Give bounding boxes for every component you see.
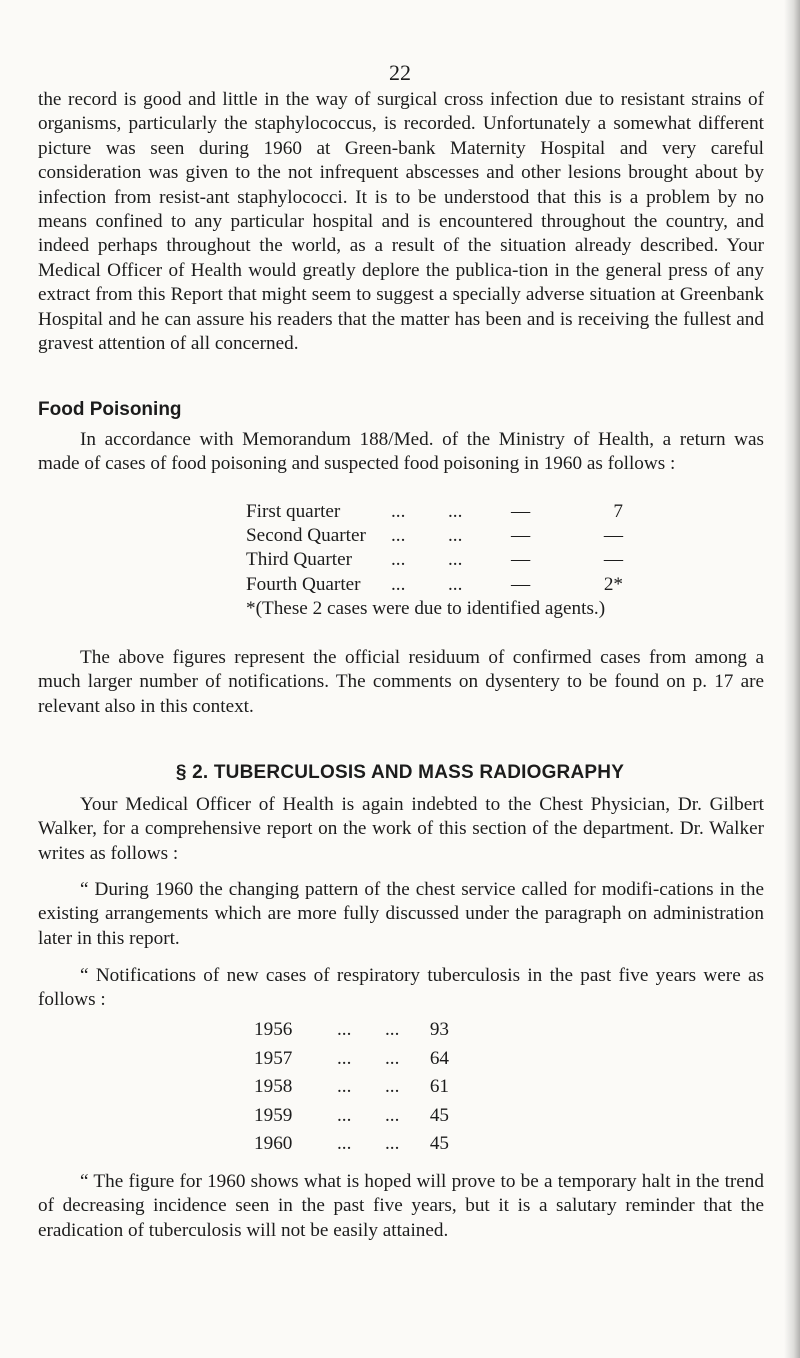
page-edge-shadow: [784, 0, 800, 1358]
year-label: 1960: [254, 1133, 293, 1155]
leader-dots: ...: [385, 1019, 400, 1040]
quarter-label: Second Quarter: [246, 525, 366, 547]
leader-dots: ...: [385, 1076, 400, 1098]
tb-para3-block: [38, 964, 764, 1013]
table-row: [246, 548, 646, 572]
tb-para4-block: [38, 1170, 764, 1243]
table-row: [254, 1016, 554, 1045]
year-label: 1958: [254, 1076, 293, 1098]
quarter-label: Fourth Quarter: [246, 573, 361, 595]
tb-notifications-table: [254, 1016, 554, 1159]
notification-count: 45: [429, 1133, 449, 1155]
table-row: [254, 1073, 554, 1102]
footnote-row: [246, 597, 646, 621]
year-label: 1959: [254, 1104, 293, 1126]
leader-dots: ...: [448, 525, 463, 547]
tb-conclusion-paragraph: “ The figure for 1960 shows what is hoped will prove to be a temporary halt in the trend of decreasing incidence seen in the past five years, but it is a salutary reminder that the eradication of tuberculosis will not be easily attained.: [38, 1171, 764, 1241]
leader-dots: ...: [337, 1076, 352, 1098]
table-row: [254, 1130, 554, 1159]
table-row: [254, 1045, 554, 1074]
leader-dots: ...: [391, 525, 406, 547]
food-poisoning-heading: Food Poisoning: [38, 399, 182, 420]
leader-dots: ...: [385, 1133, 400, 1155]
food-poisoning-intro: In accordance with Memorandum 188/Med. of the Ministry of Health, a return was made of cases of food poisoning and suspected food poisoning in 1960 as follows :: [38, 429, 764, 475]
opening-paragraph: the record is good and little in the way of surgical cross infection due to resistant strains of organisms, particularly the staphylococcus, is recorded. Unfortunately a somewhat different picture was seen during 1960 at Green-bank Maternity Hospital and very careful consideration was given to the not infrequent abscesses and other lesions brought about by infection from resist-ant staphylococci. It is to be understood that this is a problem by no means confined to any particular hospital and is encountered throughout the country, and indeed perhaps throughout the world, as a result of the situation already described. Your Medical Officer of Health would greatly deplore the publica-tion in the general press of any extract from this Report that might seem to suggest a specially adverse situation at Greenbank Hospital and he can assure his readers that the matter has been and is receiving the fullest and gravest attention of all concerned.: [38, 89, 764, 355]
food-poisoning-intro-block: [38, 428, 764, 477]
page-number: 22: [389, 60, 411, 85]
table-row: [254, 1102, 554, 1131]
dash: —: [511, 525, 531, 547]
leader-dots: ...: [337, 1104, 352, 1126]
leader-dots: ...: [448, 573, 463, 595]
leader-dots: ...: [385, 1104, 400, 1126]
leader-dots: ...: [448, 549, 463, 571]
leader-dots: ...: [448, 501, 463, 522]
food-poisoning-comment-block: [38, 646, 764, 719]
food-poisoning-table: [246, 500, 646, 621]
tb-para1-block: [38, 793, 764, 866]
table-row: [246, 500, 646, 524]
tuberculosis-heading: § 2. TUBERCULOSIS AND MASS RADIOGRAPHY: [175, 762, 625, 783]
tb-intro-paragraph: Your Medical Officer of Health is again indebted to the Chest Physician, Dr. Gilbert Walker, for a comprehensive report on the work of this section of the department. Dr. Walker writes as follows :: [38, 794, 764, 864]
notification-count: 61: [429, 1076, 449, 1098]
table-row: [246, 524, 646, 548]
leader-dots: ...: [337, 1019, 352, 1040]
quarter-value: —: [603, 549, 623, 571]
notification-count: 93: [429, 1019, 449, 1040]
dash: —: [511, 501, 531, 522]
quarter-value: —: [603, 525, 623, 547]
quarter-value: 2*: [603, 573, 623, 595]
leader-dots: ...: [385, 1047, 400, 1069]
leader-dots: ...: [391, 549, 406, 571]
dash: —: [511, 573, 531, 595]
leader-dots: ...: [391, 501, 406, 522]
leader-dots: ...: [337, 1133, 352, 1155]
dash: —: [511, 549, 531, 571]
notification-count: 45: [429, 1104, 449, 1126]
food-poisoning-comment: The above figures represent the official residuum of confirmed cases from among a much larger number of notifications. The comments on dysentery to be found on p. 17 are relevant also in this context.: [38, 647, 764, 717]
leader-dots: ...: [337, 1047, 352, 1069]
year-label: 1956: [254, 1019, 293, 1040]
tb-para2-block: [38, 878, 764, 951]
leader-dots: ...: [391, 573, 406, 595]
tb-changing-pattern-paragraph: “ During 1960 the changing pattern of the chest service called for modifi-cations in the existing arrangements which are more fully discussed under the paragraph on administration later in this report.: [38, 879, 764, 949]
year-label: 1957: [254, 1047, 293, 1069]
quarter-value: 7: [613, 501, 623, 522]
opening-paragraph-block: [38, 88, 764, 356]
table-row: [246, 573, 646, 597]
quarter-label: Third Quarter: [246, 549, 353, 571]
quarter-label: First quarter: [246, 501, 341, 522]
footnote: *(These 2 cases were due to identified agents.): [246, 597, 606, 619]
tb-notifications-intro: “ Notifications of new cases of respiratory tuberculosis in the past five years were as follows :: [38, 965, 764, 1011]
notification-count: 64: [429, 1047, 449, 1069]
